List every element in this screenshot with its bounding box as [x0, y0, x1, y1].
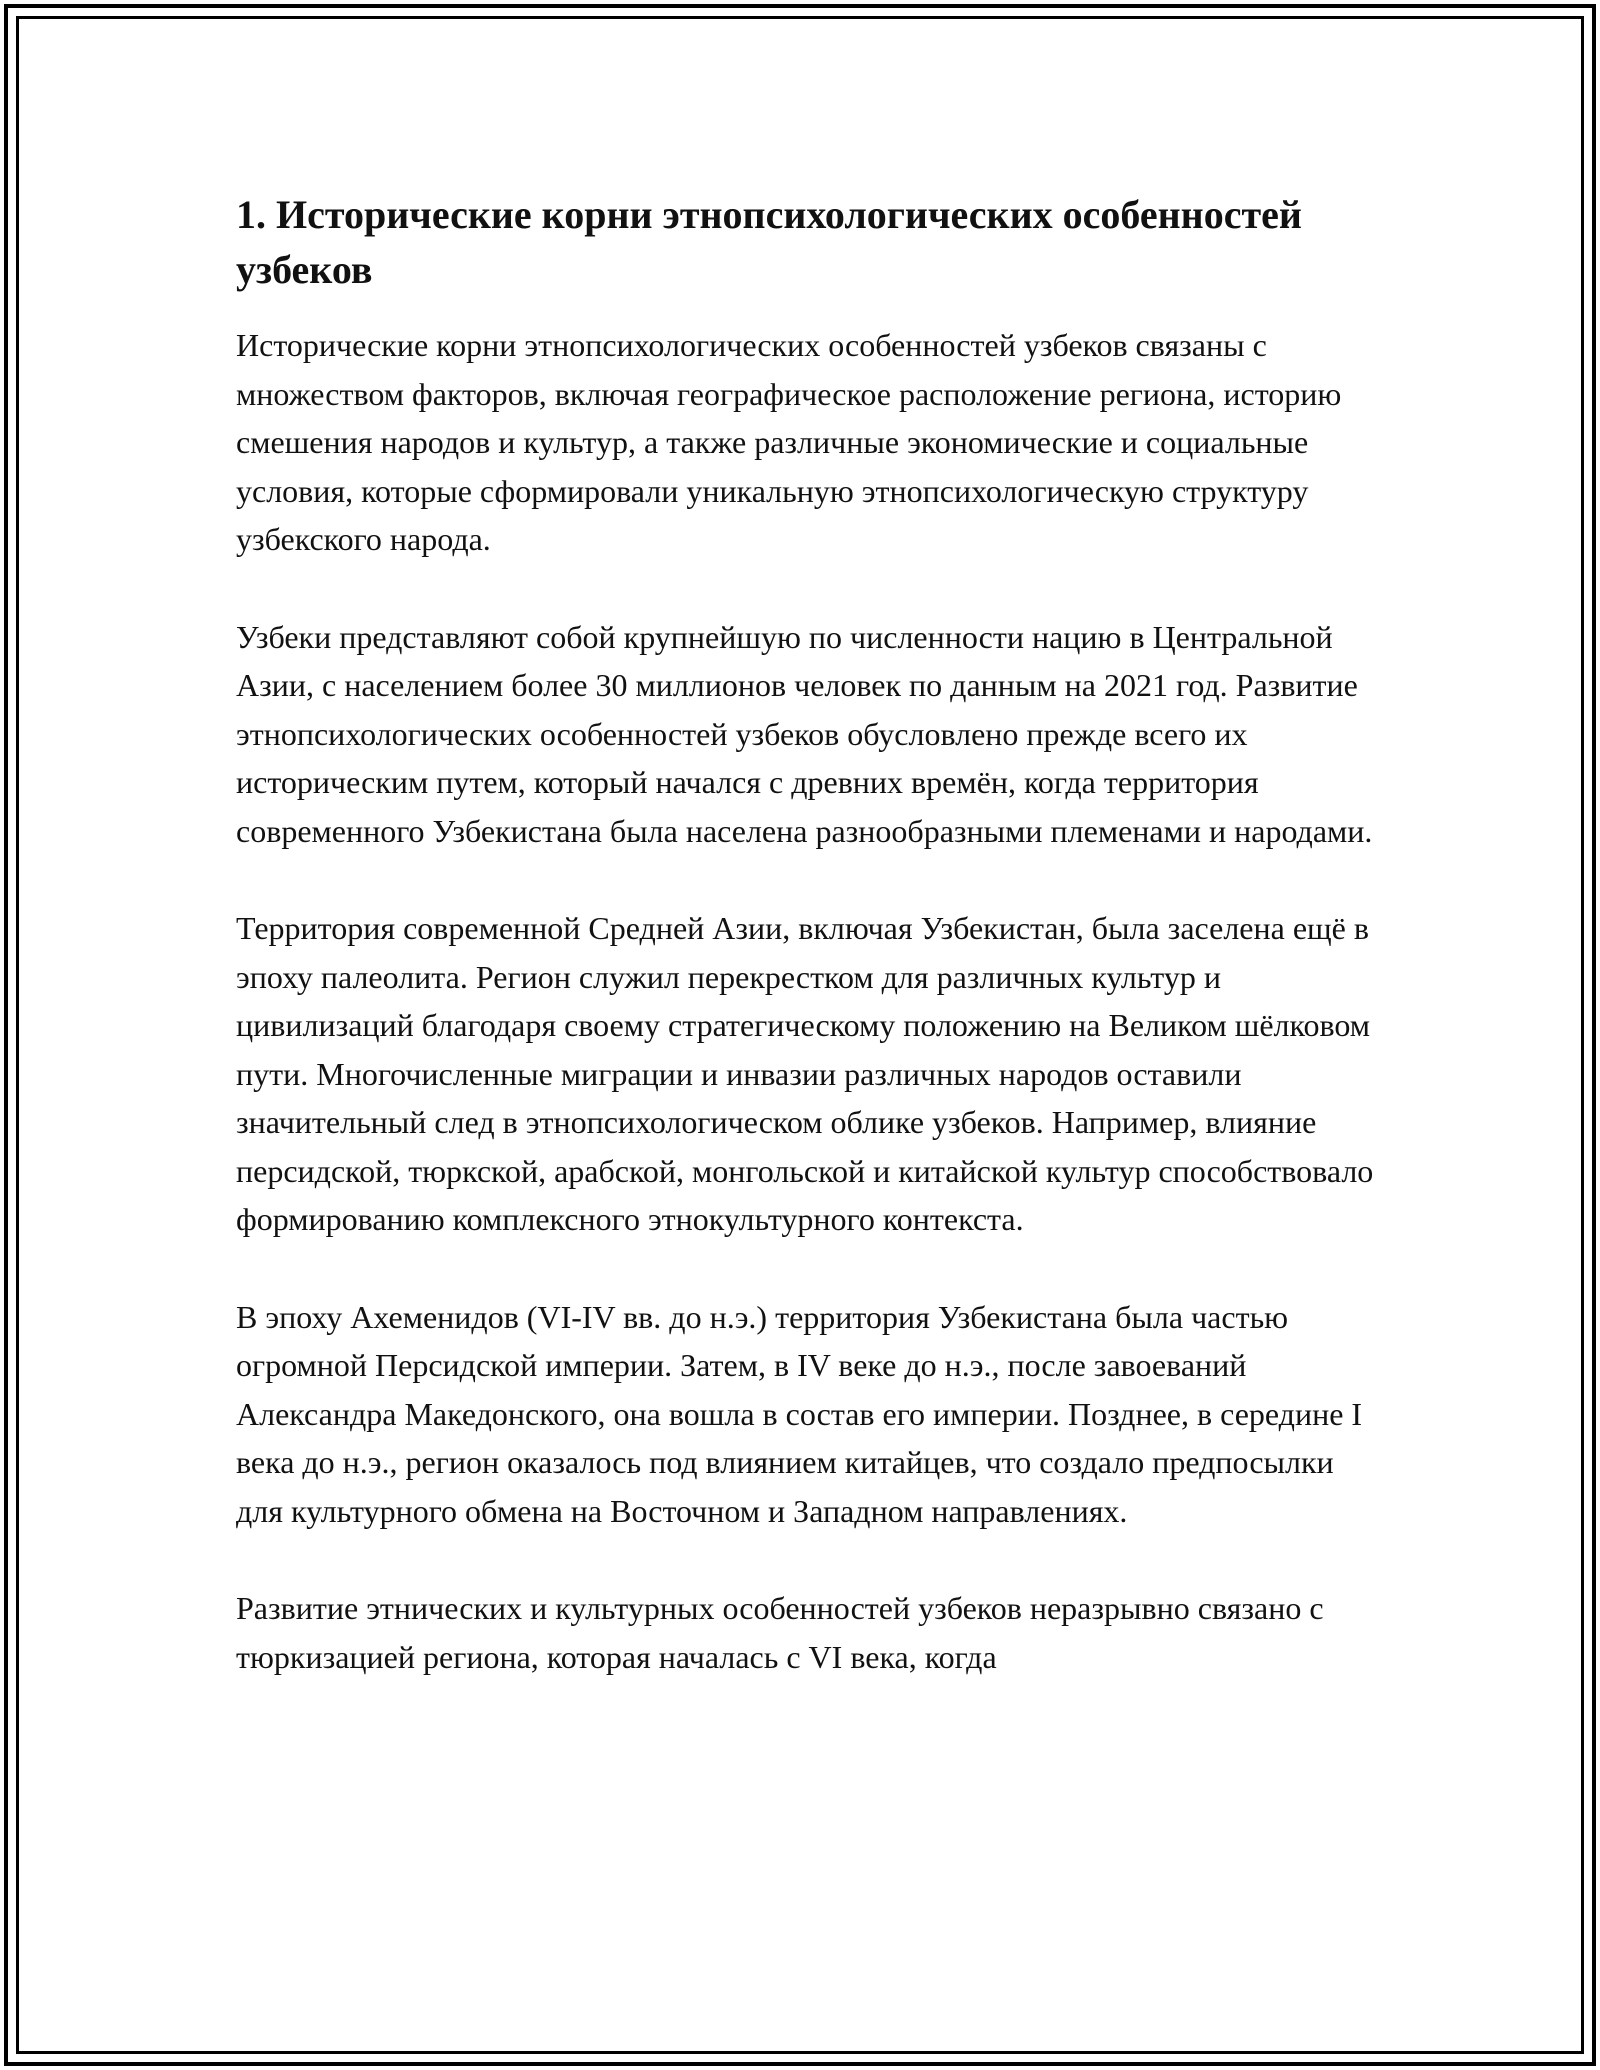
paragraph-4: В эпоху Ахеменидов (VI-IV вв. до н.э.) территория Узбекистана была частью огромной Персидской империи. Затем, в IV веке до н.э., после завоеваний Александра Македонского, она вошла в состав его империи. Позднее, в середине I века до н.э., регион оказалось под влиянием китайцев, что создало предпосылки для культурного обмена на Восточном и Западном направлениях. [236, 1298, 1363, 1529]
section-heading: 1. Исторические корни этнопсихологических особенностей узбеков [236, 192, 1302, 292]
document-body [236, 187, 1381, 1730]
paragraph-2: Узбеки представляют собой крупнейшую по численности нацию в Центральной Азии, с населением более 30 миллионов человек по данным на 2021 год. Развитие этнопсихологических особенностей узбеков обусловлено прежде всего их историческим путем, который начался с древних времён, когда территория современного Узбекистана была населена разнообразными племенами и народами. [236, 618, 1373, 849]
paragraph-1: Исторические корни этнопсихологических особенностей узбеков связаны с множеством факторов, включая географическое расположение региона, историю смешения народов и культур, а также различные экономические и социальные условия, которые сформировали уникальную этнопсихологическую структуру узбекского народа. [236, 327, 1342, 557]
paragraph-5: Развитие этнических и культурных особенностей узбеков неразрывно связано с тюркизацией региона, которая началась с VI века, когда [236, 1590, 1324, 1675]
paragraph-3: Территория современной Средней Азии, включая Узбекистан, была заселена ещё в эпоху палеолита. Регион служил перекрестком для различных культур и цивилизаций благодаря своему стратегическому положению на Великом шёлковом пути. Многочисленные миграции и инвазии различных народов оставили значительный след в этнопсихологическом облике узбеков. Например, влияние персидской, тюркской, арабской, монгольской и китайской культур способствовало формированию комплексного этнокультурного контекста. [236, 910, 1374, 1237]
